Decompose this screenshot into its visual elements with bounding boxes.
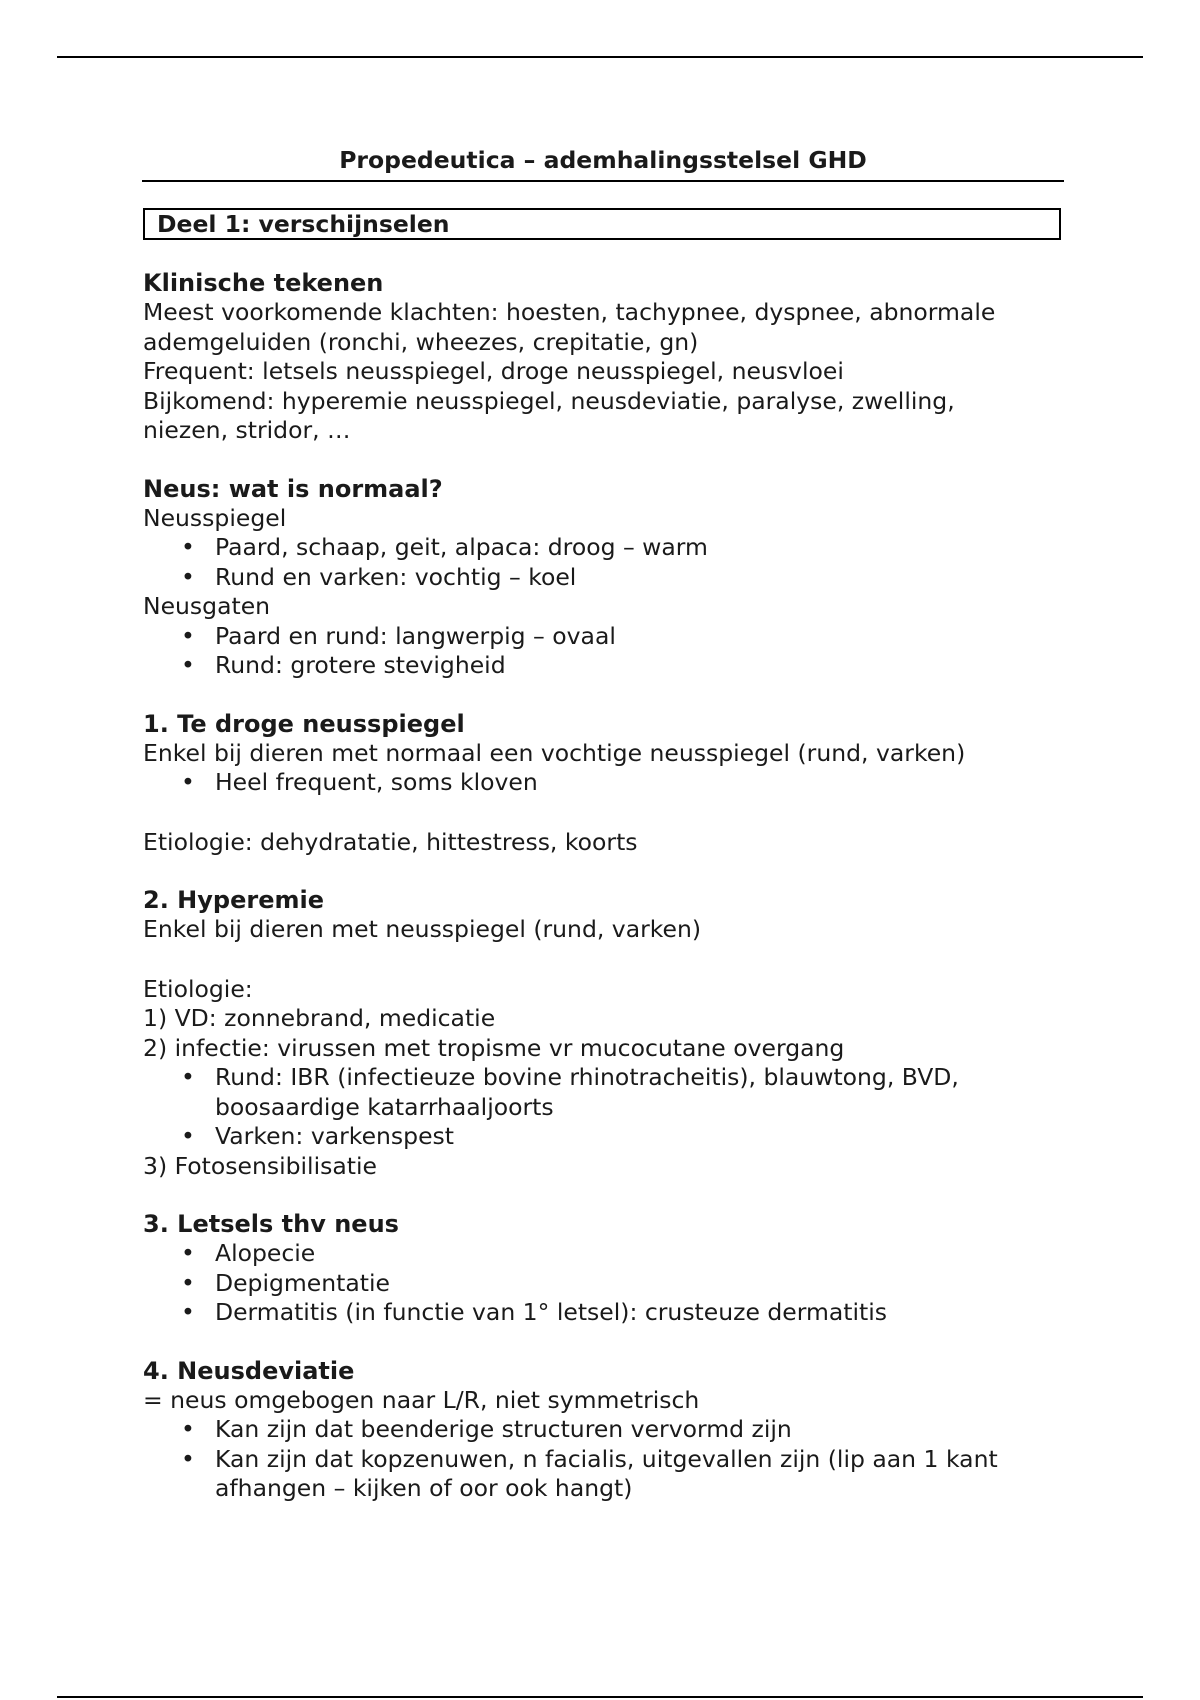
list-item: • Kan zijn dat kopzenuwen, n facialis, uitgevallen zijn (lip aan 1 kant afhangen – kijken of oor ook hangt) bbox=[215, 1445, 1063, 1504]
text-line: 3) Fotosensibilisatie bbox=[143, 1151, 377, 1180]
text-line: = neus omgebogen naar L/R, niet symmetrisch bbox=[143, 1385, 700, 1414]
text-line: Etiologie: bbox=[143, 974, 253, 1003]
list-item: • Dermatitis (in functie van 1° letsel): crusteuze dermatitis bbox=[215, 1298, 1063, 1328]
bullet-list bbox=[143, 533, 1063, 592]
text-line: 2) infectie: virussen met tropisme vr mucocutane overgang bbox=[143, 1033, 845, 1062]
text-line: Frequent: letsels neusspiegel, droge neusspiegel, neusvloei bbox=[143, 357, 844, 385]
section-neus-normaal bbox=[143, 474, 1063, 681]
list-item: • Rund en varken: vochtig – koel bbox=[215, 563, 1063, 593]
text-line: Meest voorkomende klachten: hoesten, tachypnee, dyspnee, abnormale bbox=[143, 298, 996, 326]
text-line: Etiologie: dehydratatie, hittestress, koorts bbox=[143, 827, 638, 856]
list-item: • Depigmentatie bbox=[215, 1269, 1063, 1299]
bullet-list bbox=[143, 1063, 1063, 1152]
bullet-list bbox=[143, 1415, 1063, 1504]
document-title: Propedeutica – ademhalingsstelsel GHD bbox=[142, 140, 1064, 182]
part-heading-box: Deel 1: verschijnselen bbox=[143, 208, 1061, 240]
list-item: • Paard, schaap, geit, alpaca: droog – warm bbox=[215, 533, 1063, 563]
list-item: • Rund: grotere stevigheid bbox=[215, 651, 1063, 681]
section-letsels bbox=[143, 1209, 1063, 1328]
text-line: 1) VD: zonnebrand, medicatie bbox=[143, 1004, 496, 1032]
section-heading: 2. Hyperemie bbox=[143, 886, 324, 914]
document-body bbox=[143, 140, 1063, 1504]
text-line: ademgeluiden (ronchi, wheezes, crepitatie, gn) bbox=[143, 327, 699, 356]
section-klinische-tekenen bbox=[143, 268, 1063, 446]
list-item: • Varken: varkenspest bbox=[215, 1122, 1063, 1152]
list-item: • Paard en rund: langwerpig – ovaal bbox=[215, 622, 1063, 652]
page-top-rule bbox=[57, 56, 1143, 58]
section-neusdeviatie bbox=[143, 1356, 1063, 1504]
subheading: Neusgaten bbox=[143, 592, 271, 620]
list-item: • Kan zijn dat beenderige structuren vervormd zijn bbox=[215, 1415, 1063, 1445]
text-line: niezen, stridor, … bbox=[143, 416, 351, 444]
section-heading: 3. Letsels thv neus bbox=[143, 1210, 399, 1238]
list-item: • Alopecie bbox=[215, 1239, 1063, 1269]
text-line: Bijkomend: hyperemie neusspiegel, neusdeviatie, paralyse, zwelling, bbox=[143, 386, 955, 415]
bullet-list bbox=[143, 768, 1063, 798]
bullet-list bbox=[143, 622, 1063, 681]
section-heading: Klinische tekenen bbox=[143, 269, 384, 297]
page-bottom-rule bbox=[57, 1696, 1143, 1698]
section-heading: 4. Neusdeviatie bbox=[143, 1356, 355, 1385]
section-hyperemie bbox=[143, 885, 1063, 1181]
text-line: Enkel bij dieren met neusspiegel (rund, varken) bbox=[143, 915, 702, 943]
subheading: Neusspiegel bbox=[143, 503, 287, 532]
section-heading: 1. Te droge neusspiegel bbox=[143, 709, 465, 738]
section-heading: Neus: wat is normaal? bbox=[143, 474, 443, 503]
list-item: • Rund: IBR (infectieuze bovine rhinotracheitis), blauwtong, BVD, boosaardige katarrhaaljoorts bbox=[215, 1063, 1063, 1122]
bullet-list bbox=[143, 1239, 1063, 1328]
text-line: Enkel bij dieren met normaal een vochtige neusspiegel (rund, varken) bbox=[143, 738, 966, 767]
section-droge-neusspiegel bbox=[143, 709, 1063, 858]
list-item: • Heel frequent, soms kloven bbox=[215, 768, 1063, 798]
